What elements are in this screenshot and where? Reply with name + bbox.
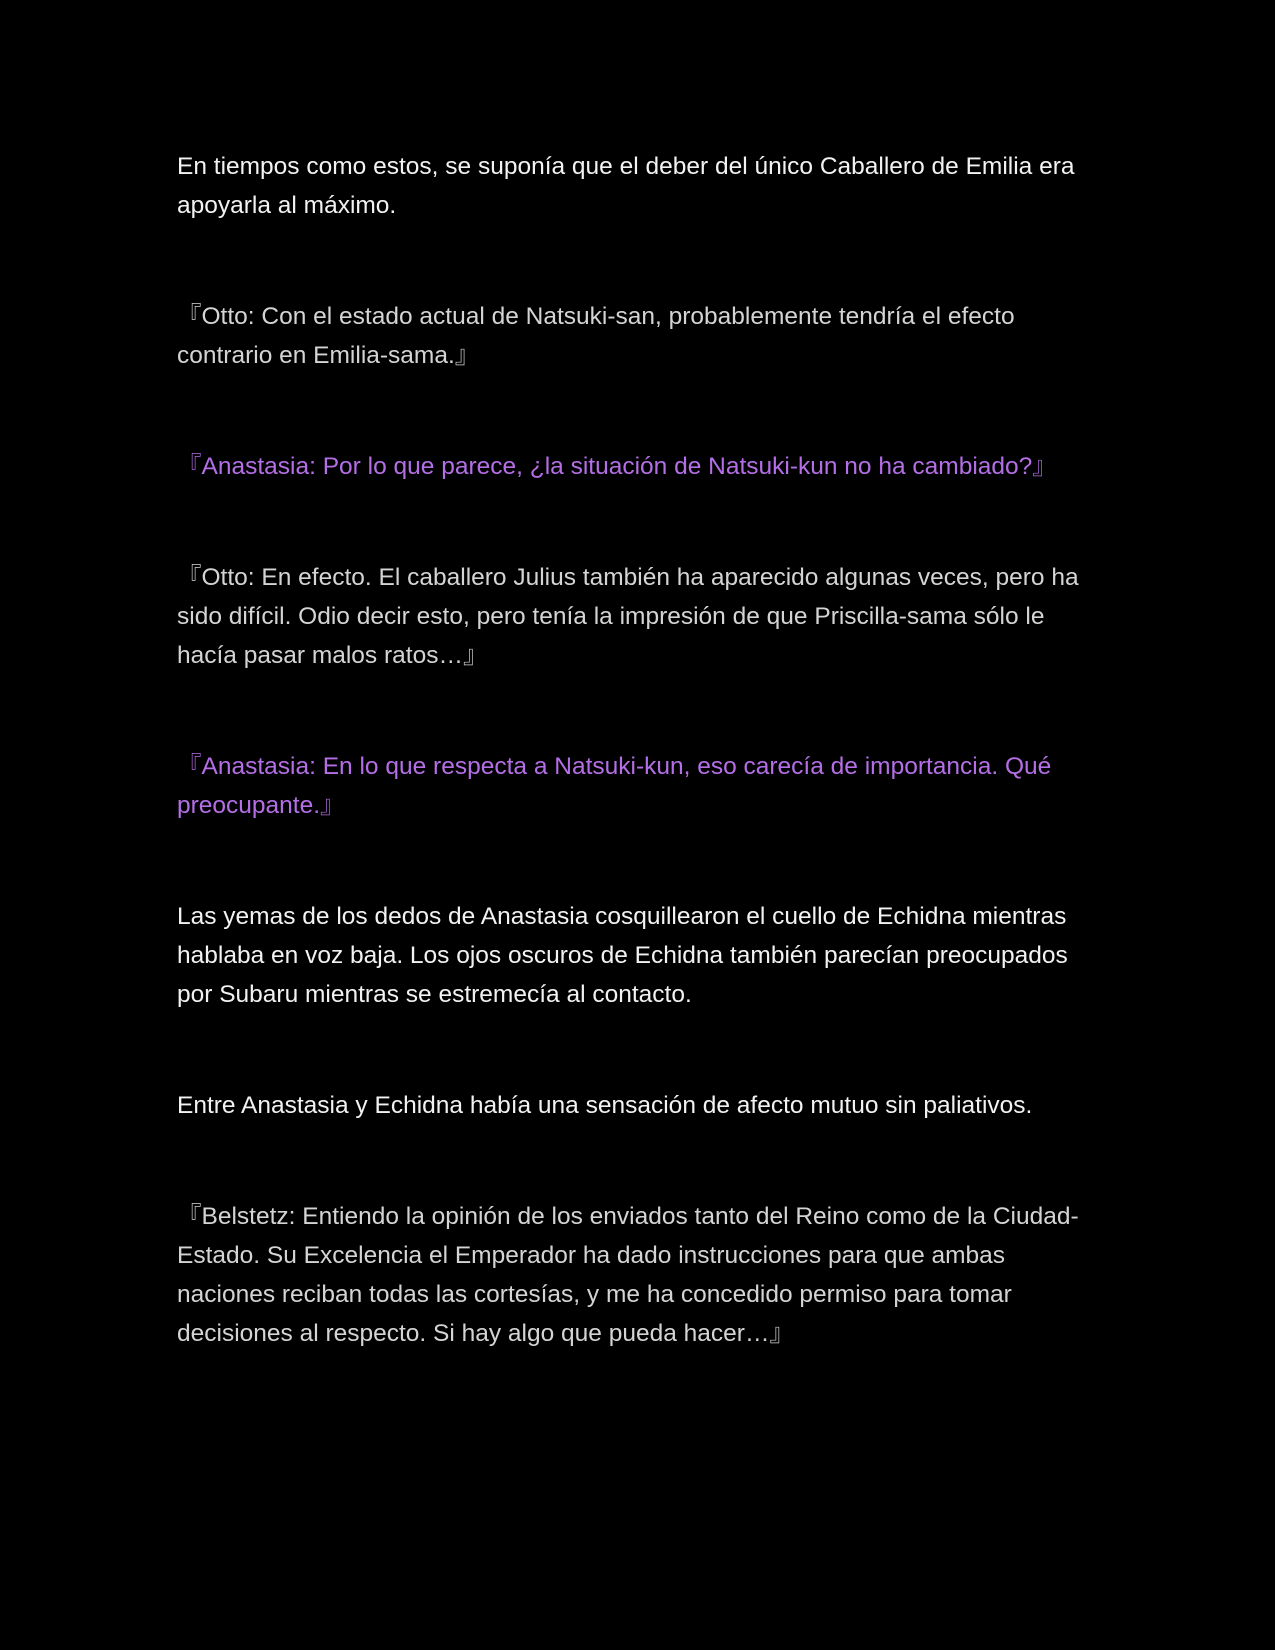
- document-page: [177, 147, 1107, 1353]
- narration-paragraph: Entre Anastasia y Echidna había una sensación de afecto mutuo sin paliativos.: [177, 1092, 1033, 1119]
- narration-paragraph: Las yemas de los dedos de Anastasia cosquillearon el cuello de Echidna mientras hablaba en voz baja. Los ojos oscuros de Echidna también parecían preocupados por Subaru mientras se estremecía al contacto.: [177, 903, 1068, 1008]
- dialogue-anastasia: 『Anastasia: Por lo que parece, ¿la situación de Natsuki-kun no ha cambiado?』: [177, 453, 1057, 480]
- narration-paragraph: En tiempos como estos, se suponía que el deber del único Caballero de Emilia era apoyarla al máximo.: [177, 153, 1075, 219]
- dialogue-anastasia: 『Anastasia: En lo que respecta a Natsuki-kun, eso carecía de importancia. Qué preocupante.』: [177, 753, 1052, 819]
- dialogue-belstetz: 『Belstetz: Entiendo la opinión de los enviados tanto del Reino como de la Ciudad-Estado. Su Excelencia el Emperador ha dado instrucciones para que ambas naciones reciban todas las cortesías, y me ha concedido permiso para tomar decisiones al respecto. Si hay algo que pueda hacer…』: [177, 1203, 1079, 1347]
- dialogue-otto: 『Otto: Con el estado actual de Natsuki-san, probablemente tendría el efecto contrario en Emilia-sama.』: [177, 303, 1015, 369]
- dialogue-otto: 『Otto: En efecto. El caballero Julius también ha aparecido algunas veces, pero ha sido difícil. Odio decir esto, pero tenía la impresión de que Priscilla-sama sólo le hacía pasar malos ratos…』: [177, 564, 1079, 669]
